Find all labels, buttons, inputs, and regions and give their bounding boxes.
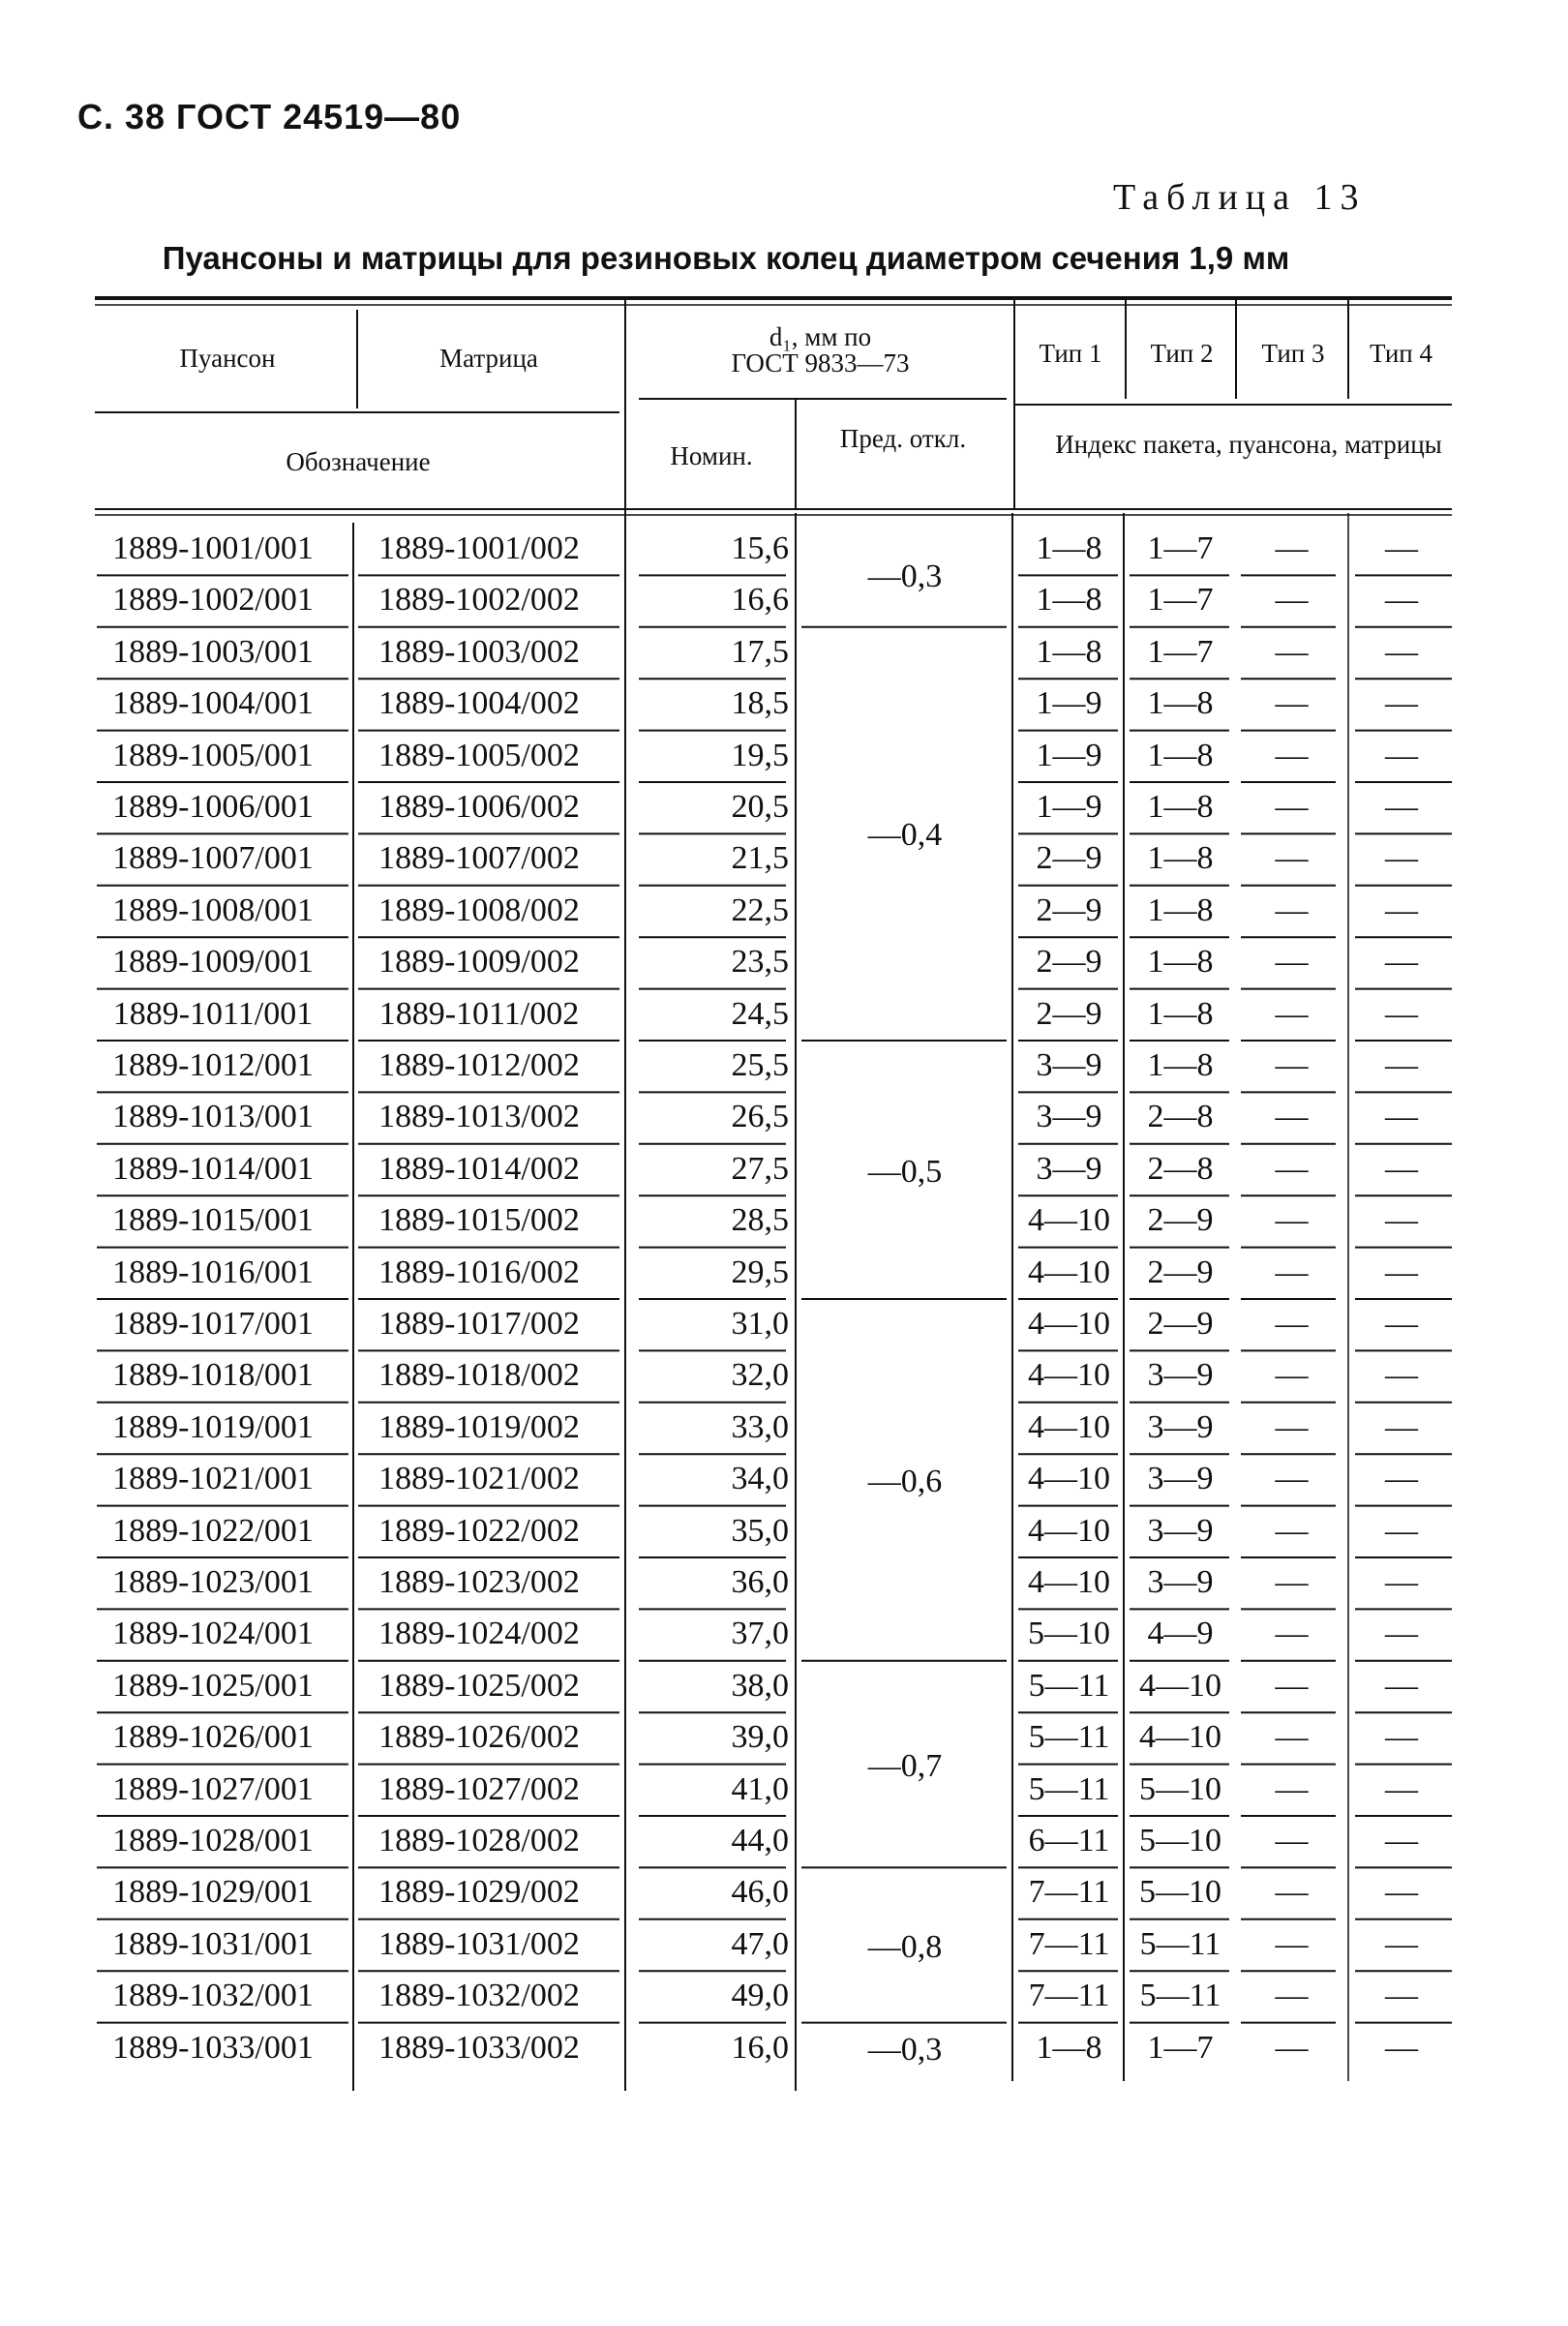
type3-cell: —	[1275, 1357, 1309, 1394]
type3-cell: —	[1275, 840, 1309, 877]
type1-cell: 4—10	[1028, 1357, 1110, 1394]
type3-cell: —	[1275, 1254, 1309, 1290]
punch-cell: 1889-1021/001	[112, 1461, 314, 1497]
punch-cell: 1889-1003/001	[112, 633, 314, 670]
header-tolerance: Пред. откл.	[839, 424, 967, 453]
punch-cell: 1889-1016/001	[112, 1254, 314, 1290]
nominal-cell: 37,0	[731, 1616, 789, 1652]
type4-cell: —	[1385, 1770, 1418, 1807]
type3-cell: —	[1275, 1874, 1309, 1911]
die-cell: 1889-1026/002	[378, 1719, 580, 1756]
header-d1: d₁, мм по	[769, 322, 872, 351]
header-die: Матрица	[439, 344, 538, 373]
type2-cell: 1—8	[1147, 685, 1214, 722]
type4-cell: —	[1385, 1823, 1418, 1858]
die-cell: 1889-1027/002	[378, 1770, 580, 1807]
type4-cell: —	[1385, 1616, 1418, 1652]
type2-cell: 5—11	[1139, 1925, 1221, 1962]
nominal-cell: 27,5	[731, 1150, 789, 1187]
nominal-cell: 24,5	[731, 995, 789, 1032]
punch-cell: 1889-1012/001	[112, 1047, 314, 1083]
punch-cell: 1889-1032/001	[112, 1978, 314, 2014]
type4-cell: —	[1385, 530, 1418, 566]
type4-cell: —	[1385, 995, 1418, 1032]
type4-cell: —	[1385, 1719, 1418, 1756]
type3-cell: —	[1275, 1306, 1309, 1342]
die-cell: 1889-1013/002	[378, 1099, 580, 1135]
die-cell: 1889-1006/002	[378, 789, 580, 825]
type4-cell: —	[1385, 1099, 1418, 1135]
type4-cell: —	[1385, 1357, 1418, 1394]
type3-cell: —	[1275, 582, 1309, 619]
type3-cell: —	[1275, 1202, 1309, 1239]
type2-cell: 5—10	[1139, 1770, 1221, 1807]
nominal-cell: 35,0	[731, 1512, 789, 1549]
type4-cell: —	[1385, 685, 1418, 722]
nominal-cell: 49,0	[731, 1978, 789, 2014]
type4-cell: —	[1385, 1408, 1418, 1445]
type2-cell: 5—10	[1139, 1823, 1221, 1858]
type2-cell: 3—9	[1147, 1512, 1214, 1549]
header-type3: Тип 3	[1261, 339, 1325, 368]
type4-cell: —	[1385, 1564, 1418, 1600]
die-cell: 1889-1008/002	[378, 891, 580, 928]
punch-cell: 1889-1019/001	[112, 1408, 314, 1445]
type3-cell: —	[1275, 1667, 1309, 1704]
type3-cell: —	[1275, 1925, 1309, 1962]
type4-cell: —	[1385, 1047, 1418, 1083]
tolerance-cell: —0,3	[867, 2032, 943, 2069]
die-cell: 1889-1022/002	[378, 1512, 580, 1549]
type4-cell: —	[1385, 1512, 1418, 1549]
type2-cell: 3—9	[1147, 1357, 1214, 1394]
type2-cell: 4—9	[1147, 1616, 1214, 1652]
nominal-cell: 20,5	[731, 789, 789, 825]
type3-cell: —	[1275, 685, 1309, 722]
punch-cell: 1889-1033/001	[112, 2029, 314, 2066]
tolerance-cell: —0,3	[867, 559, 943, 595]
type1-cell: 1—9	[1036, 789, 1102, 825]
punch-cell: 1889-1026/001	[112, 1719, 314, 1756]
type2-cell: 1—8	[1147, 840, 1214, 877]
type3-cell: —	[1275, 1770, 1309, 1807]
header-index: Индекс пакета, пуансона, матрицы	[1055, 430, 1442, 459]
type1-cell: 1—9	[1036, 737, 1102, 773]
type2-cell: 2—8	[1147, 1099, 1214, 1135]
nominal-cell: 22,5	[731, 891, 789, 928]
type4-cell: —	[1385, 582, 1418, 619]
die-cell: 1889-1029/002	[378, 1874, 580, 1911]
nominal-cell: 36,0	[731, 1564, 789, 1600]
header-type2: Тип 2	[1150, 339, 1214, 368]
type4-cell: —	[1385, 944, 1418, 981]
type1-cell: 1—9	[1036, 685, 1102, 722]
die-cell: 1889-1015/002	[378, 1202, 580, 1239]
die-cell: 1889-1023/002	[378, 1564, 580, 1600]
die-cell: 1889-1018/002	[378, 1357, 580, 1394]
type3-cell: —	[1275, 1616, 1309, 1652]
type1-cell: 4—10	[1028, 1254, 1110, 1290]
nominal-cell: 39,0	[731, 1719, 789, 1756]
type4-cell: —	[1385, 1925, 1418, 1962]
type1-cell: 5—10	[1028, 1616, 1110, 1652]
punch-cell: 1889-1015/001	[112, 1202, 314, 1239]
type2-cell: 5—10	[1139, 1874, 1221, 1911]
type1-cell: 2—9	[1036, 891, 1102, 928]
nominal-cell: 28,5	[731, 1202, 789, 1239]
nominal-cell: 18,5	[731, 685, 789, 722]
nominal-cell: 33,0	[731, 1408, 789, 1445]
type2-cell: 1—8	[1147, 1047, 1214, 1083]
punch-cell: 1889-1006/001	[112, 789, 314, 825]
type1-cell: 7—11	[1028, 1925, 1110, 1962]
die-cell: 1889-1007/002	[378, 840, 580, 877]
punch-cell: 1889-1007/001	[112, 840, 314, 877]
type3-cell: —	[1275, 1047, 1309, 1083]
type1-cell: 5—11	[1028, 1770, 1110, 1807]
punch-cell: 1889-1029/001	[112, 1874, 314, 1911]
type2-cell: 1—7	[1147, 530, 1214, 566]
type1-cell: 4—10	[1028, 1512, 1110, 1549]
punch-cell: 1889-1022/001	[112, 1512, 314, 1549]
type2-cell: 2—9	[1147, 1306, 1214, 1342]
nominal-cell: 25,5	[731, 1047, 789, 1083]
punch-cell: 1889-1004/001	[112, 685, 314, 722]
type1-cell: 4—10	[1028, 1202, 1110, 1239]
tolerance-cell: —0,4	[867, 817, 943, 854]
table-number: Таблица 13	[1113, 177, 1367, 218]
type1-cell: 1—8	[1036, 633, 1102, 670]
type1-cell: 3—9	[1036, 1099, 1102, 1135]
type4-cell: —	[1385, 1150, 1418, 1187]
type4-cell: —	[1385, 1202, 1418, 1239]
die-cell: 1889-1003/002	[378, 633, 580, 670]
header-designation: Обозначение	[286, 447, 431, 476]
nominal-cell: 41,0	[731, 1770, 789, 1807]
type2-cell: 4—10	[1139, 1719, 1221, 1756]
type4-cell: —	[1385, 1254, 1418, 1290]
nominal-cell: 19,5	[731, 737, 789, 773]
nominal-cell: 34,0	[731, 1461, 789, 1497]
type1-cell: 1—8	[1036, 2029, 1102, 2066]
punch-cell: 1889-1011/001	[112, 995, 314, 1032]
punch-cell: 1889-1025/001	[112, 1667, 314, 1704]
die-cell: 1889-1031/002	[378, 1925, 580, 1962]
type2-cell: 3—9	[1147, 1461, 1214, 1497]
nominal-cell: 23,5	[731, 944, 789, 981]
type1-cell: 3—9	[1036, 1047, 1102, 1083]
type3-cell: —	[1275, 1978, 1309, 2014]
nominal-cell: 32,0	[731, 1357, 789, 1394]
punch-cell: 1889-1031/001	[112, 1925, 314, 1962]
type1-cell: 4—10	[1028, 1461, 1110, 1497]
nominal-cell: 46,0	[731, 1874, 789, 1911]
type2-cell: 1—8	[1147, 737, 1214, 773]
die-cell: 1889-1033/002	[378, 2029, 580, 2066]
nominal-cell: 31,0	[731, 1306, 789, 1342]
nominal-cell: 29,5	[731, 1254, 789, 1290]
type3-cell: —	[1275, 737, 1309, 773]
type2-cell: 1—7	[1147, 582, 1214, 619]
tolerance-cell: —0,7	[867, 1747, 943, 1784]
type2-cell: 1—8	[1147, 995, 1214, 1032]
die-cell: 1889-1019/002	[378, 1408, 580, 1445]
type2-cell: 4—10	[1139, 1667, 1221, 1704]
punch-cell: 1889-1028/001	[112, 1823, 314, 1858]
type1-cell: 7—11	[1028, 1874, 1110, 1911]
nominal-cell: 26,5	[731, 1099, 789, 1135]
header-type4: Тип 4	[1370, 339, 1432, 368]
die-cell: 1889-1016/002	[378, 1254, 580, 1290]
type1-cell: 6—11	[1028, 1823, 1110, 1858]
type1-cell: 5—11	[1028, 1667, 1110, 1704]
punch-cell: 1889-1009/001	[112, 944, 314, 981]
punch-cell: 1889-1001/001	[112, 530, 314, 566]
punch-cell: 1889-1005/001	[112, 737, 314, 773]
type3-cell: —	[1275, 995, 1309, 1032]
die-cell: 1889-1032/002	[378, 1978, 580, 2014]
type1-cell: 2—9	[1036, 995, 1102, 1032]
punch-cell: 1889-1024/001	[112, 1616, 314, 1652]
type2-cell: 1—8	[1147, 944, 1214, 981]
punch-cell: 1889-1013/001	[112, 1099, 314, 1135]
type1-cell: 4—10	[1028, 1408, 1110, 1445]
type4-cell: —	[1385, 1874, 1418, 1911]
type1-cell: 2—9	[1036, 944, 1102, 981]
type4-cell: —	[1385, 1306, 1418, 1342]
nominal-cell: 17,5	[731, 633, 789, 670]
type3-cell: —	[1275, 944, 1309, 981]
die-cell: 1889-1009/002	[378, 944, 580, 981]
type3-cell: —	[1275, 1512, 1309, 1549]
nominal-cell: 16,6	[731, 582, 789, 619]
type3-cell: —	[1275, 1099, 1309, 1135]
header-punch: Пуансон	[179, 344, 276, 373]
punch-cell: 1889-1017/001	[112, 1306, 314, 1342]
type2-cell: 2—9	[1147, 1254, 1214, 1290]
nominal-cell: 44,0	[731, 1823, 789, 1858]
punch-cell: 1889-1008/001	[112, 891, 314, 928]
type2-cell: 2—8	[1147, 1150, 1214, 1187]
punch-cell: 1889-1023/001	[112, 1564, 314, 1600]
header-type1: Тип 1	[1039, 339, 1102, 368]
type1-cell: 3—9	[1036, 1150, 1102, 1187]
nominal-cell: 15,6	[731, 530, 789, 566]
type3-cell: —	[1275, 1461, 1309, 1497]
die-cell: 1889-1017/002	[378, 1306, 580, 1342]
tolerance-cell: —0,5	[867, 1153, 943, 1190]
type4-cell: —	[1385, 891, 1418, 928]
type4-cell: —	[1385, 2029, 1418, 2066]
type3-cell: —	[1275, 1719, 1309, 1756]
type4-cell: —	[1385, 633, 1418, 670]
type1-cell: 4—10	[1028, 1306, 1110, 1342]
type3-cell: —	[1275, 1823, 1309, 1858]
type1-cell: 1—8	[1036, 582, 1102, 619]
die-cell: 1889-1028/002	[378, 1823, 580, 1858]
page-header: С. 38 ГОСТ 24519—80	[77, 97, 462, 136]
type3-cell: —	[1275, 1564, 1309, 1600]
punch-cell: 1889-1002/001	[112, 582, 314, 619]
type4-cell: —	[1385, 1978, 1418, 2014]
type1-cell: 5—11	[1028, 1719, 1110, 1756]
die-cell: 1889-1024/002	[378, 1616, 580, 1652]
die-cell: 1889-1014/002	[378, 1150, 580, 1187]
type4-cell: —	[1385, 737, 1418, 773]
die-cell: 1889-1012/002	[378, 1047, 580, 1083]
type1-cell: 1—8	[1036, 530, 1102, 566]
type3-cell: —	[1275, 1150, 1309, 1187]
die-cell: 1889-1001/002	[378, 530, 580, 566]
nominal-cell: 38,0	[731, 1667, 789, 1704]
type4-cell: —	[1385, 840, 1418, 877]
type1-cell: 7—11	[1028, 1978, 1110, 2014]
type2-cell: 5—11	[1139, 1978, 1221, 2014]
type4-cell: —	[1385, 1461, 1418, 1497]
type2-cell: 3—9	[1147, 1408, 1214, 1445]
punch-cell: 1889-1027/001	[112, 1770, 314, 1807]
type4-cell: —	[1385, 789, 1418, 825]
type3-cell: —	[1275, 530, 1309, 566]
die-cell: 1889-1021/002	[378, 1461, 580, 1497]
nominal-cell: 16,0	[731, 2029, 789, 2066]
type1-cell: 4—10	[1028, 1564, 1110, 1600]
type3-cell: —	[1275, 789, 1309, 825]
type2-cell: 1—8	[1147, 789, 1214, 825]
table-title: Пуансоны и матрицы для резиновых колец диаметром сечения 1,9 мм	[162, 240, 1290, 276]
type3-cell: —	[1275, 633, 1309, 670]
type4-cell: —	[1385, 1667, 1418, 1704]
die-cell: 1889-1011/002	[378, 995, 580, 1032]
die-cell: 1889-1005/002	[378, 737, 580, 773]
die-cell: 1889-1025/002	[378, 1667, 580, 1704]
die-cell: 1889-1002/002	[378, 582, 580, 619]
type3-cell: —	[1275, 891, 1309, 928]
die-cell: 1889-1004/002	[378, 685, 580, 722]
tolerance-cell: —0,6	[867, 1463, 943, 1499]
header-nominal: Номин.	[670, 441, 753, 470]
type1-cell: 2—9	[1036, 840, 1102, 877]
type2-cell: 3—9	[1147, 1564, 1214, 1600]
type3-cell: —	[1275, 2029, 1309, 2066]
tolerance-cell: —0,8	[867, 1928, 943, 1965]
punch-cell: 1889-1018/001	[112, 1357, 314, 1394]
nominal-cell: 21,5	[731, 840, 789, 877]
type2-cell: 1—7	[1147, 2029, 1214, 2066]
type3-cell: —	[1275, 1408, 1309, 1445]
type2-cell: 1—7	[1147, 633, 1214, 670]
type2-cell: 1—8	[1147, 891, 1214, 928]
type2-cell: 2—9	[1147, 1202, 1214, 1239]
header-d1-gost: ГОСТ 9833—73	[731, 348, 910, 378]
nominal-cell: 47,0	[731, 1925, 789, 1962]
punch-cell: 1889-1014/001	[112, 1150, 314, 1187]
